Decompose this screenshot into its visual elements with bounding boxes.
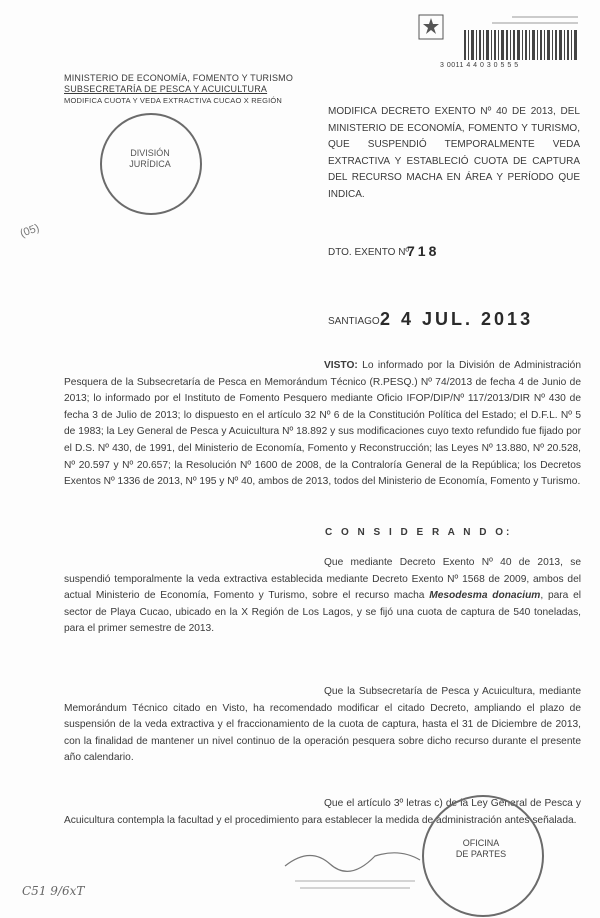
date-place-label: SANTIAGO, [328,316,383,327]
subsecretaria-name: SUBSECRETARÍA DE PESCA Y ACUICULTURA [64,84,268,94]
decree-number: 718 [407,243,440,259]
decree-label: DTO. EXENTO Nº [328,247,410,258]
document-subject: MODIFICA DECRETO EXENTO Nº 40 DE 2013, DEL MINISTERIO DE ECONOMÍA, FOMENTO Y TURISMO, QUE SUSPENDIÓ TEMPORALMENTE VEDA EXTRACTIVA Y ESTABLECIÓ CUOTA DE CAPTURA DEL RECURSO MACHA EN ÁREA Y PERÍODO QUE INDICA. [328,106,580,200]
margin-handwritten-note: (05) [18,222,42,240]
visto-text: Lo informado por la División de Administración Pesquera de la Subsecretaría de Pesca en Memorándum Técnico (R.PESQ.) Nº 74/2013 de fecha 4 de Junio de 2013; lo informado por el Instituto de Fomento Pesquero mediante Oficio IFOP/DIP/Nº 117/2013/DIR Nº 430 de fecha 3 de Julio de 2013; lo dispuesto en el artículo 32 Nº 6 de la Constitución Política del Estado; el D.F.L. Nº 5 de 1983; la Ley General de Pesca y Acuicultura Nº 18.892 y sus modificaciones cuyo texto refundido fue fijado por el D.S. Nº 430, de 1991, del Ministerio de Economía, Fomento y Reconstrucción; las Leyes Nº 13.880, Nº 20.528, Nº 20.597 y Nº 20.657; la Resolución Nº 1600 de 2008, de la Contraloría General de la República; los Decretos Exentos Nº 1336 de 2013, Nº 195 y Nº 40, ambos de 2013, todos del Ministerio de Economía, Fomento y Turismo. [64,360,581,488]
document-reference: MODIFICA CUOTA Y VEDA EXTRACTIVA CUCAO X REGIÓN [64,96,283,105]
considerando-paragraph-2: Que la Subsecretaría de Pesca y Acuicultura, mediante Memorándum Técnico citado en Visto, ha recomendado modificar el citado Decreto, ampliando el plazo de suspensión de la veda extractiva y el fraccionamiento de la cuota de captura, hasta el 31 de Diciembre de 2013, con la finalidad de mantener un nivel continuo de la operación pesquera sobre dicho recurso durante el presente año calendario. [64,686,581,764]
considerando-paragraph-3: Que el artículo 3º letras c) de la Ley General de Pesca y Acuicultura contempla la facultad y el procedimiento para establecer la medida de administración antes señalada. [64,798,581,826]
visto-label: VISTO: [324,360,358,371]
considerando-paragraph-1: Que mediante Decreto Exento Nº 40 de 2013, se suspendió temporalmente la veda extractiva establecida mediante Decreto Exento Nº 1568 de 2009, ambos del actual Ministerio de Economía, Fomento y Turismo, sobre el recurso macha Mesodesma donacium, para el sector de Playa Cucao, ubicado en la X Región de Los Lagos, y se fijó una cuota de captura de 540 toneladas, para el primer semestre de 2013. [64,557,581,635]
signature [280,826,430,896]
juridica-stamp-text: DIVISIÓN JURÍDICA [129,148,171,169]
ministry-name: MINISTERIO DE ECONOMÍA, FOMENTO Y TURISMO [64,73,294,83]
ministry-header [64,73,293,106]
barcode-number: 3 0011 4 4 0 3 0 5 5 5 [440,62,519,69]
species-name: Mesodesma donacium [429,590,541,602]
considerando-heading: C O N S I D E R A N D O: [325,527,513,538]
footer-handwritten-note: C51 9/6xT [22,884,85,898]
decree-date: 2 4 JUL. 2013 [380,309,534,329]
oficina-partes-stamp-text: OFICINA DE PARTES [455,838,507,859]
visto-section [64,358,581,491]
government-logo-icon [418,14,444,40]
